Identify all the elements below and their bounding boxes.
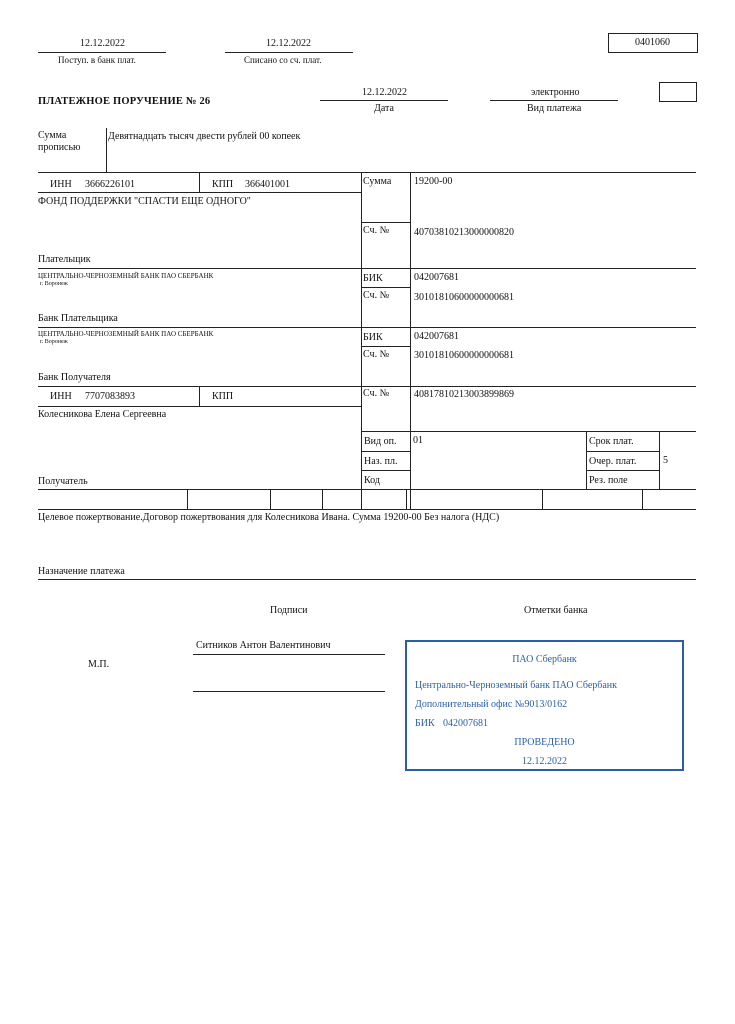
payee-bank-city: г. Воронеж [40,339,68,345]
tax-row-top-line [38,489,696,490]
payer-inn: 3666226101 [85,179,135,190]
payment-type: электронно [531,87,580,98]
payer-bank-bottom-line [38,327,361,328]
payer-label: Плательщик [38,254,91,265]
payee-label: Получатель [38,476,88,487]
payee-name: Колесникова Елена Сергеевна [38,409,167,420]
purpose-bottom-line [38,579,696,580]
received-date-line [38,52,166,53]
document-date-label: Дата [374,103,394,114]
stamp-status: ПРОВЕДЕНО [514,737,575,748]
payer-bik-label: БИК [363,273,383,284]
payee-bank-name: ЦЕНТРАЛЬНО-ЧЕРНОЗЕМНЫЙ БАНК ПАО СБЕРБАНК [38,330,214,338]
purpose-code-label: Наз. пл. [364,456,398,467]
payment-type-line [490,100,618,101]
priority-value: 5 [663,455,668,466]
codes-col-c [586,431,587,489]
payee-inn-kpp-divider [199,386,200,406]
signature-line-1 [193,654,385,655]
signature-line-2 [193,691,385,692]
line-after-amount-words [38,172,696,173]
payment-type-label: Вид платежа [527,103,582,114]
payer-account-label: Сч. № [363,225,390,236]
op-type-label: Вид оп. [364,436,397,447]
stamp-branch: Центрально-Черноземный банк ПАО Сбербанк [415,680,618,691]
payee-inn: 7707083893 [85,391,135,402]
payer-bank-city: г. Воронеж [40,281,68,287]
payee-account-line [361,431,696,432]
bank-stamp [405,640,684,771]
payer-bank-account: 30101810600000000681 [414,292,514,303]
amount-words-label-2: прописью [38,142,81,153]
received-date: 12.12.2022 [80,38,125,49]
payer-bottom-line [38,268,361,269]
payer-bank-account-line [361,327,696,328]
signer-name: Ситников Антон Валентинович [196,640,331,651]
payer-kpp-label: КПП [212,179,234,190]
payer-bank-name: ЦЕНТРАЛЬНО-ЧЕРНОЗЕМНЫЙ БАНК ПАО СБЕРБАНК [38,272,214,280]
payer-inn-kpp-divider [199,172,200,192]
received-label: Поступ. в банк плат. [58,55,136,65]
reserve-label: Рез. поле [589,475,628,486]
amount-line [361,222,410,223]
payer-bik-line [361,287,410,288]
term-label: Срок плат. [589,436,634,447]
document-date-line [320,100,448,101]
tax-cell-1 [187,489,188,509]
payer-bank-label: Банк Плательщика [38,313,118,324]
amount-words-label-1: Сумма [38,130,67,141]
tax-cell-4 [406,489,407,509]
payment-purpose-text: Целевое пожертвование.Договор пожертвования для Колесникова Ивана. Сумма 19200-00 Без налога (НДС) [38,512,500,523]
form-code: 0401060 [635,37,670,48]
amount-value: 19200-00 [414,176,453,187]
payee-bank-label: Банк Получателя [38,372,111,383]
op-type-value: 01 [413,435,423,446]
debited-date-line [225,52,353,53]
payee-bik-label: БИК [363,332,383,343]
purpose-code-line [361,470,410,471]
payee-account: 40817810213003899869 [414,389,514,400]
amount-label: Сумма [363,176,392,187]
amount-words-divider [106,128,107,172]
payee-inn-label: ИНН [50,391,72,402]
bank-marks-label: Отметки банка [524,605,588,616]
payee-bank-account: 30101810600000000681 [414,350,514,361]
code-label: Код [364,475,380,486]
stamp-date: 12.12.2022 [522,756,567,767]
stamp-bik: 042007681 [443,718,488,729]
codes-col-d [659,431,660,489]
payee-bik: 042007681 [414,331,459,342]
stamp-bik-label: БИК [415,718,435,729]
payee-bik-line [361,346,410,347]
payee-bank-account-label: Сч. № [363,349,390,360]
tax-row-bottom-line [38,509,696,510]
payment-purpose-label: Назначение платежа [38,566,125,577]
grid-col-b [410,172,411,509]
tax-cell-5 [542,489,543,509]
payee-inn-line [38,406,361,407]
tax-cell-2 [270,489,271,509]
document-date: 12.12.2022 [362,87,407,98]
payer-bank-account-label: Сч. № [363,290,390,301]
tax-cell-3 [322,489,323,509]
empty-code-box [659,82,697,102]
stamp-bank-name: ПАО Сбербанк [512,654,577,665]
signatures-label: Подписи [270,605,308,616]
payer-account-line [361,268,696,269]
debited-label: Списано со сч. плат. [244,55,322,65]
payer-name: ФОНД ПОДДЕРЖКИ "СПАСТИ ЕЩЕ ОДНОГО" [38,196,251,207]
term-line [586,451,659,452]
payer-inn-line [38,192,361,193]
stamp-office: Дополнительный офис №9013/0162 [415,699,568,710]
tax-cell-6 [642,489,643,509]
payee-kpp-label: КПП [212,391,234,402]
op-type-line [361,451,410,452]
seal-label: М.П. [88,659,110,670]
priority-label: Очер. плат. [589,456,637,467]
payee-bank-account-line [361,386,696,387]
payer-account: 40703810213000000820 [414,227,514,238]
amount-words-value: Девятнадцать тысяч двести рублей 00 копеек [108,131,301,142]
document-title: ПЛАТЕЖНОЕ ПОРУЧЕНИЕ № 26 [38,96,211,107]
priority-line [586,470,659,471]
payer-inn-label: ИНН [50,179,72,190]
payee-account-label: Сч. № [363,388,390,399]
debited-date: 12.12.2022 [266,38,311,49]
payer-bik: 042007681 [414,272,459,283]
payer-kpp: 366401001 [245,179,290,190]
